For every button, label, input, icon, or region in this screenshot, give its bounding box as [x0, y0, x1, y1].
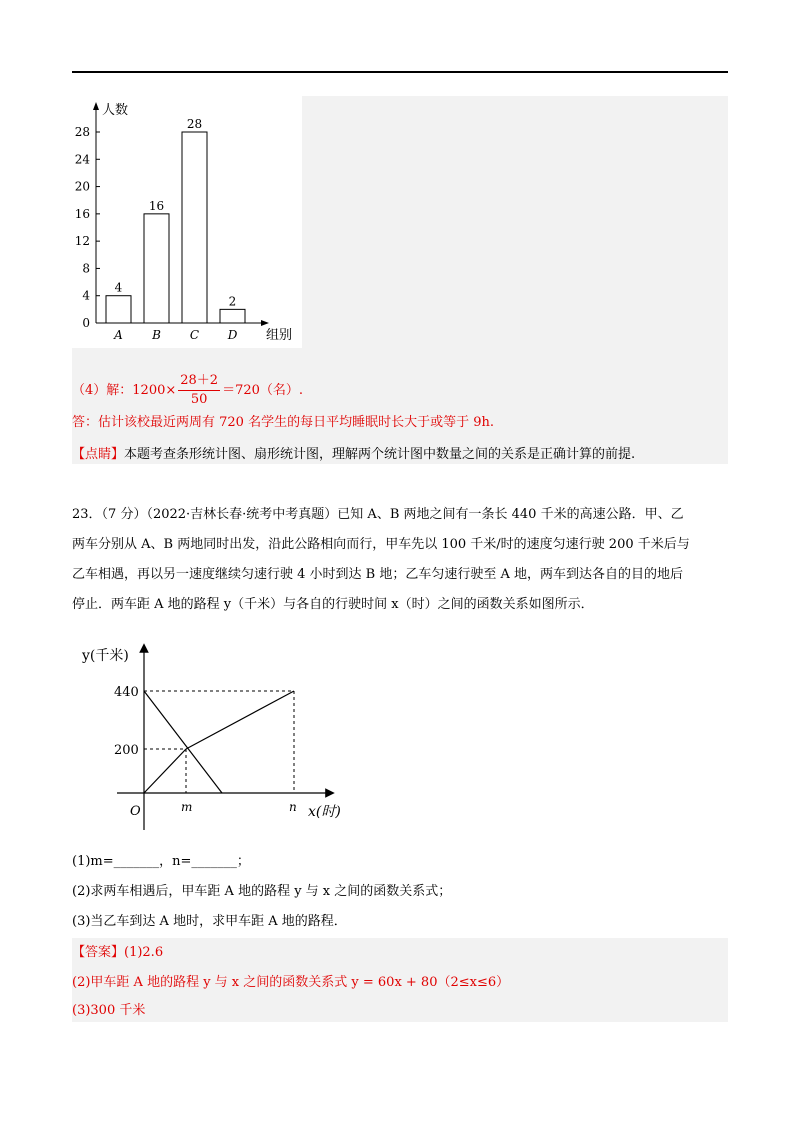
- comment-line: [72, 446, 635, 464]
- header-rule: [72, 71, 728, 73]
- question-23-line: 两车分别从 A、B 两地同时出发，沿此公路相向而行，甲车先以 100 千米/时的速度匀速行驶 200 千米后与: [72, 537, 690, 552]
- comment-tag: 【点睛】: [72, 447, 125, 462]
- function-graph: [72, 638, 372, 838]
- answer-1: 【答案】(1)2.6: [72, 945, 164, 960]
- sub-question-1: (1)m=_______，n=_______；: [72, 854, 250, 869]
- car-jia-line-2: [186, 691, 294, 749]
- car-jia-line-1: [144, 749, 186, 793]
- bar-y-tick-label: 28: [74, 125, 90, 139]
- bar-value-label: 4: [114, 280, 123, 295]
- bar-category-label: A: [114, 328, 123, 342]
- graph-440-label: 440: [114, 685, 139, 700]
- bar-category-label: C: [189, 328, 200, 342]
- bar-y-tick-label: 0: [82, 316, 90, 330]
- graph-origin: O: [130, 804, 141, 819]
- bar-A: [106, 296, 131, 323]
- solution-4: [72, 372, 303, 409]
- bar-chart: [72, 96, 302, 348]
- bar-C: [182, 132, 207, 323]
- question-23: [72, 500, 732, 620]
- bar-category-label: B: [152, 328, 161, 342]
- question-23-line: 23．（7 分）（2022·吉林长春·统考中考真题）已知 A、B 两地之间有一条长 440 千米的高速公路．甲、乙: [72, 507, 684, 522]
- bar-chart-xlabel: 组别: [266, 328, 293, 343]
- comment-text: 本题考查条形统计图、扇形统计图，理解两个统计图中数量之间的关系是正确计算的前提.: [124, 447, 636, 462]
- bar-value-label: 2: [228, 294, 237, 309]
- question-23-line: 乙车相遇，再以另一速度继续匀速行驶 4 小时到达 B 地；乙车匀速行驶至 A 地，两车到达各自的目的地后: [72, 567, 684, 582]
- fraction-denominator: 50: [190, 392, 208, 407]
- graph-200-label: 200: [114, 743, 139, 758]
- bar-y-tick-label: 12: [74, 234, 90, 249]
- bar-x-arrow: [261, 320, 269, 326]
- solution-4-suffix: ＝720（名）.: [222, 383, 304, 398]
- bar-chart-ylabel: 人数: [102, 103, 129, 118]
- solution-4-prefix: （4）解：1200×: [72, 383, 177, 398]
- bar-y-tick-label: 8: [82, 261, 90, 276]
- sub-question-3: (3)当乙车到达 A 地时，求甲车距 A 地的路程．: [72, 914, 347, 929]
- bar-y-tick-label: 4: [82, 288, 90, 303]
- car-yi-line: [144, 691, 222, 793]
- answer-2: (2)甲车距 A 地的路程 y 与 x 之间的函数关系式 y = 60x + 80（2≤x≤6）: [72, 975, 510, 990]
- answer-line: 答：估计该校最近两周有 720 名学生的每日平均睡眠时长大于或等于 9h.: [72, 415, 494, 430]
- bar-value-label: 28: [186, 117, 203, 131]
- graph-m-label: m: [181, 800, 193, 814]
- bar-y-arrow: [93, 102, 99, 110]
- bar-y-tick-label: 16: [74, 206, 90, 221]
- bar-D: [220, 309, 245, 323]
- question-23-line: 停止．两车距 A 地的路程 y（千米）与各自的行驶时间 x（时）之间的函数关系如图所示．: [72, 597, 594, 612]
- bar-B: [144, 214, 169, 323]
- bar-y-tick-label: 20: [74, 179, 90, 194]
- solution-4-fraction: [178, 372, 220, 409]
- bar-value-label: 16: [148, 198, 165, 213]
- bar-y-tick-label: 24: [74, 152, 90, 167]
- bar-category-label: D: [227, 328, 238, 342]
- fraction-numerator: 28＋2: [178, 372, 220, 391]
- graph-n-label: n: [289, 800, 297, 814]
- graph-y-label: y(千米): [82, 648, 129, 664]
- sub-question-2: (2)求两车相遇后，甲车距 A 地的路程 y 与 x 之间的函数关系式；: [72, 884, 452, 899]
- answer-3: (3)300 千米: [72, 1003, 146, 1018]
- graph-x-label: x(时): [308, 804, 341, 820]
